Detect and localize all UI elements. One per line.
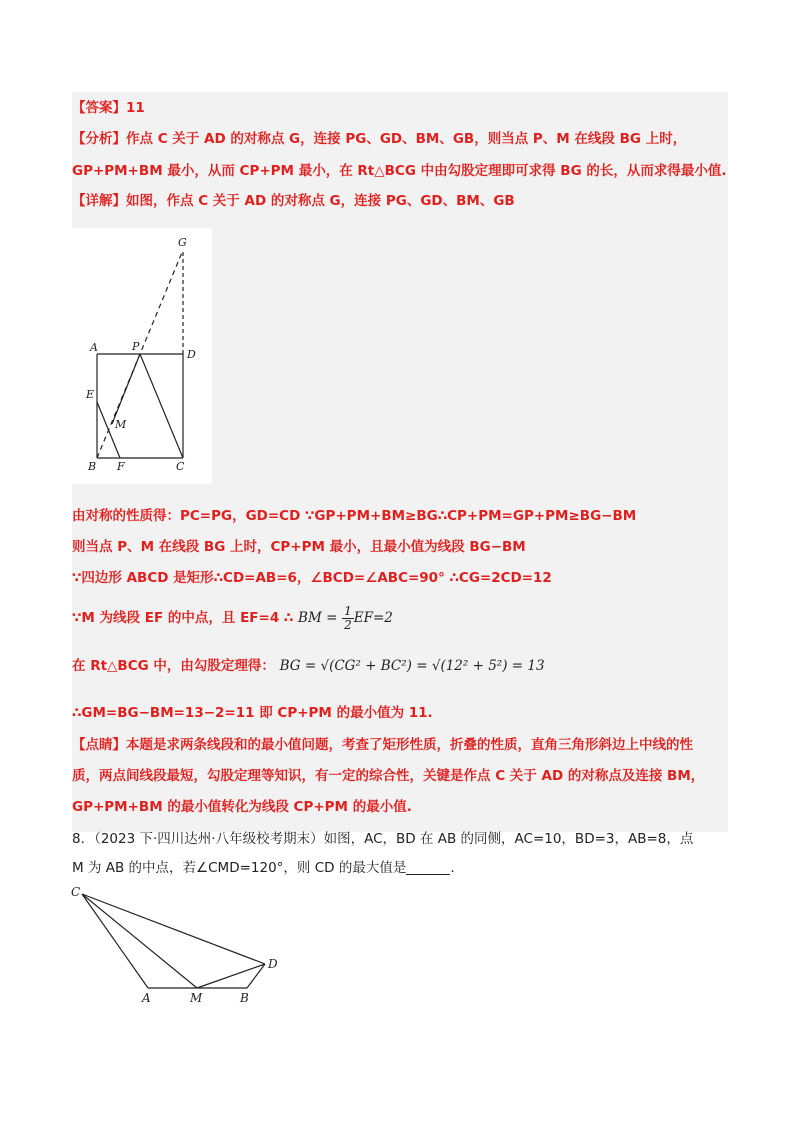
question-8-line-1: 8．（2023 下·四川达州·八年级校考期末）如图，AC，BD 在 AB 的同侧，AC=10，BD=3，AB=8，点 xyxy=(72,831,694,847)
detail-tag: 【详解】 xyxy=(72,193,126,209)
triangle-figure xyxy=(66,878,296,1008)
detail-step-3: ∵四边形 ABCD 是矩形∴CD=AB=6，∠BCD=∠ABC=90° ∴CG=2CD=12 xyxy=(72,570,552,586)
label-a: A xyxy=(142,991,151,1005)
label-e: E xyxy=(86,388,95,401)
question-8-line-2: M 为 AB 的中点，若∠CMD=120°，则 CD 的最大值是 . xyxy=(72,860,455,876)
segment-ca xyxy=(82,894,148,988)
label-c: C xyxy=(71,885,81,899)
fraction-half: $\frac{1}{2}$ xyxy=(344,603,352,632)
label-p: P xyxy=(132,340,140,353)
label-b: B xyxy=(240,991,249,1005)
rectangle-figure xyxy=(72,228,212,484)
label-m: M xyxy=(115,418,127,431)
analysis-line-1: 【分析】作点 C 关于 AD 的对称点 G，连接 PG、GD、BM、GB，则当点 P、M 在线段 BG 上时， xyxy=(72,131,687,147)
segment-cd xyxy=(82,894,265,964)
detail-step-5: 在 Rt△BCG 中，由勾股定理得： BG = √(CG² + BC²) = √(12² + 5²) = 13 xyxy=(72,658,545,674)
answer-line xyxy=(72,98,732,118)
segment-md xyxy=(197,964,265,988)
label-g: G xyxy=(178,236,187,249)
comment-line-1: 【点睛】本题是求两条线段和的最小值问题，考查了矩形性质，折叠的性质，直角三角形斜边上中线的性 xyxy=(72,737,693,753)
answer-value: 11 xyxy=(126,100,145,116)
label-a: A xyxy=(90,341,98,354)
detail-step-6: ∴GM=BG−BM=13−2=11 即 CP+PM 的最小值为 11. xyxy=(72,705,433,721)
label-d: D xyxy=(268,957,278,971)
comment-line-3: GP+PM+BM 的最小值转化为线段 CP+PM 的最小值. xyxy=(72,799,412,815)
answer-blank[interactable] xyxy=(406,860,450,875)
analysis-tag: 【分析】 xyxy=(72,131,126,147)
detail-step-1: 由对称的性质得：PC=PG，GD=CD ∵GP+PM+BM≥BG∴CP+PM=GP+PM≥BG−BM xyxy=(72,508,637,524)
pythagoras-formula: BG = √(CG² + BC²) = √(12² + 5²) = 13 xyxy=(279,658,545,674)
detail-step-4: ∵M 为线段 EF 的中点，且 EF=4 ∴ BM = $\frac{1}{2}$ EF=2 xyxy=(72,603,393,632)
segment-cm xyxy=(82,894,197,988)
detail-line-1: 【详解】如图，作点 C 关于 AD 的对称点 G，连接 PG、GD、BM、GB xyxy=(72,193,515,209)
analysis-line-2: GP+PM+BM 最小，从而 CP+PM 最小，在 Rt△BCG 中由勾股定理即可求得 BG 的长，从而求得最小值. xyxy=(72,163,727,179)
answer-tag: 【答案】 xyxy=(72,100,126,116)
label-b: B xyxy=(88,460,97,473)
detail-step-2: 则当点 P、M 在线段 BG 上时，CP+PM 最小，且最小值为线段 BG−BM xyxy=(72,539,526,555)
label-m: M xyxy=(190,991,203,1005)
label-d: D xyxy=(187,348,196,361)
label-f: F xyxy=(117,460,125,473)
comment-tag: 【点睛】 xyxy=(72,737,126,753)
label-c: C xyxy=(176,460,185,473)
comment-line-2: 质，两点间线段最短，勾股定理等知识，有一定的综合性，关键是作点 C 关于 AD 的对称点及连接 BM， xyxy=(72,768,705,784)
